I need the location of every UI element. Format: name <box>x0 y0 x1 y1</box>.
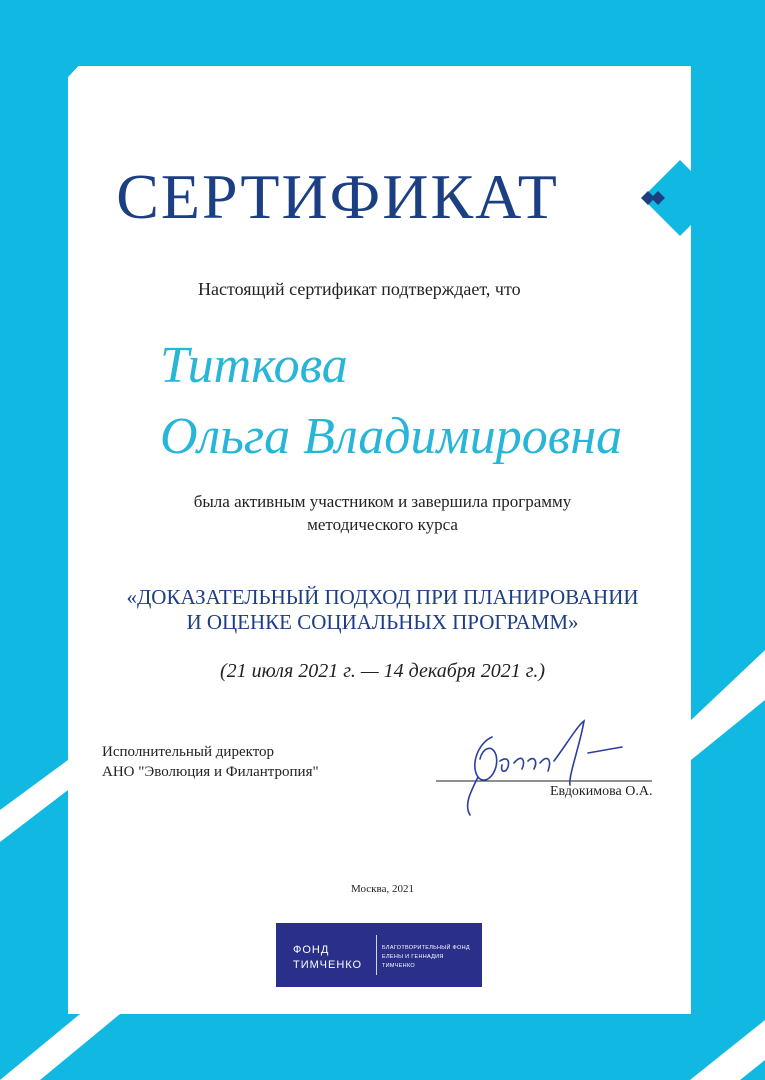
signatory-position-line-2: АНО "Эволюция и Филантропия" <box>102 764 319 780</box>
logo-subtitle-line-3: ТИМЧЕНКО <box>382 963 415 969</box>
signatory-position-line-1: Исполнительный директор <box>102 744 275 760</box>
recipient-surname: Титкова <box>160 337 348 394</box>
signatory-name: Евдокимова О.А. <box>550 784 653 799</box>
statement-line-2: методического курса <box>307 515 458 534</box>
statement-line-1: была активным участником и завершила программу <box>193 492 572 511</box>
place-and-year: Москва, 2021 <box>351 883 414 895</box>
logo-text-line-1: ФОНД <box>293 944 330 956</box>
logo-text-line-2: ТИМЧЕНКО <box>293 959 363 971</box>
course-dates: (21 июля 2021 г. — 14 декабря 2021 г.) <box>220 660 545 682</box>
certificate-title: СЕРТИФИКАТ <box>116 161 559 232</box>
logo-subtitle-line-1: БЛАГОТВОРИТЕЛЬНЫЙ ФОНД <box>382 945 470 951</box>
timchenko-foundation-logo <box>276 923 482 987</box>
logo-subtitle-line-2: ЕЛЕНЫ И ГЕННАДИЯ <box>382 954 444 960</box>
course-title-line-1: «ДОКАЗАТЕЛЬНЫЙ ПОДХОД ПРИ ПЛАНИРОВАНИИ <box>126 585 639 609</box>
logo-divider <box>376 935 377 975</box>
recipient-given-names: Ольга Владимировна <box>160 408 623 465</box>
intro-text: Настоящий сертификат подтверждает, что <box>198 279 521 299</box>
signature <box>430 715 660 825</box>
course-title-line-2: И ОЦЕНКЕ СОЦИАЛЬНЫХ ПРОГРАММ» <box>186 610 579 634</box>
